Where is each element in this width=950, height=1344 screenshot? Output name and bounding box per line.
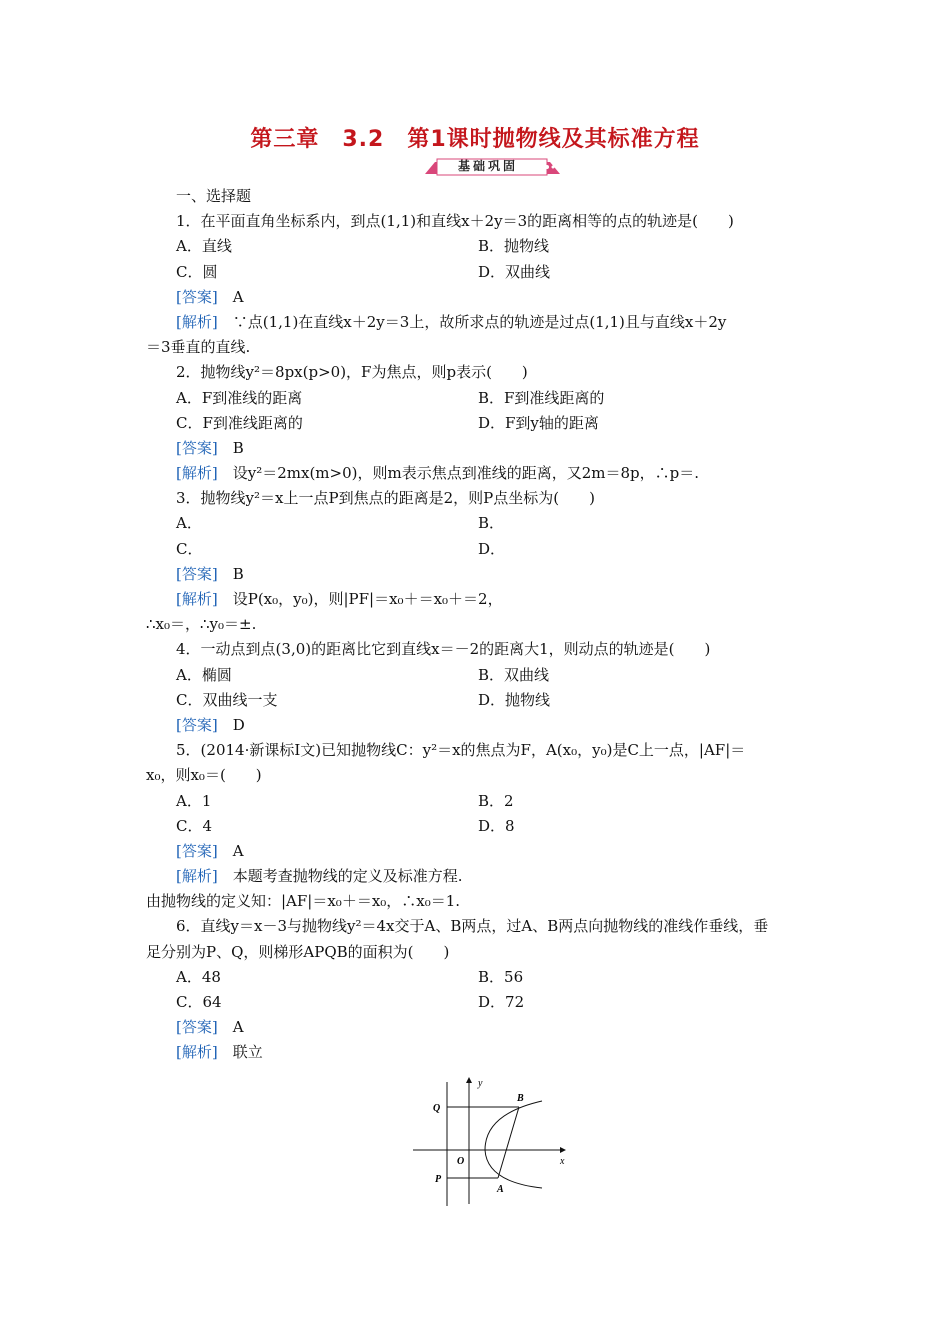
- q5-options-row2: [146, 814, 810, 839]
- q3-analysis-text: 设P(x₀，y₀)，则|PF|＝x₀＋＝x₀＋＝2，: [232, 590, 503, 608]
- q2-options-row1: [146, 386, 810, 411]
- q1-option-a: A．直线: [176, 237, 232, 256]
- q4-answer-value: D: [232, 715, 245, 734]
- q1-option-d: D．双曲线: [478, 262, 551, 281]
- q2-answer-value: B: [232, 438, 244, 457]
- q1-analysis: [146, 310, 810, 335]
- q2-stem: 2．抛物线y²＝8px(p>0)，F为焦点，则p表示( ): [176, 363, 528, 382]
- answer-tag: [答案]: [176, 438, 218, 457]
- label-b: B: [517, 1093, 524, 1104]
- question-list: [146, 184, 810, 1066]
- q4-option-d: D．抛物线: [478, 690, 551, 709]
- q5-stem: 5．(2014·新课标Ⅰ文)已知抛物线C：y²＝x的焦点为F，A(x₀，y₀)是C上一点，|AF|＝: [176, 741, 746, 760]
- analysis-tag: [解析]: [176, 590, 218, 608]
- q3-analysis: [146, 587, 810, 612]
- label-a: A: [497, 1184, 504, 1195]
- q5-stem-cont: x₀，则x₀＝( ): [146, 766, 262, 785]
- q2-option-c: C．F到准线距离的: [176, 413, 303, 432]
- q5-option-a: A．1: [176, 791, 212, 810]
- q3-stem: 3．抛物线y²＝x上一点P到焦点的距离是2，则P点坐标为( ): [176, 489, 595, 508]
- q1-options-row1: [146, 234, 810, 259]
- q5-options-row1: [146, 789, 810, 814]
- q6-analysis: [146, 1040, 810, 1065]
- q2-options-row2: [146, 411, 810, 436]
- label-o: O: [457, 1156, 465, 1167]
- q3-answer-value: B: [232, 564, 244, 583]
- q4-stem: 4．一动点到点(3,0)的距离比它到直线x＝－2的距离大1，则动点的轨迹是( ): [176, 640, 711, 659]
- q2-analysis-text: 设y²＝2mx(m>0)，则m表示焦点到准线的距离，又2m＝8p，∴p＝.: [232, 464, 699, 483]
- analysis-tag: [解析]: [176, 464, 218, 483]
- q1-analysis-cont: ＝3垂直的直线.: [146, 338, 251, 357]
- q6-stem: 6．直线y＝x－3与抛物线y²＝4x交于A、B两点，过A、B两点向抛物线的准线作垂线，垂: [176, 917, 769, 936]
- q4-options-row2: [146, 688, 810, 713]
- parabola-figure: [405, 1074, 575, 1209]
- q5-analysis: [146, 864, 810, 889]
- q6-option-b: B．56: [478, 967, 524, 986]
- q6-stem-cont: 足分别为P、Q，则梯形APQB的面积为( ): [146, 942, 450, 961]
- answer-tag: [答案]: [176, 1018, 218, 1037]
- q2-option-b: B．F到准线距离的: [478, 388, 605, 407]
- q5-answer-value: A: [232, 841, 244, 860]
- q5-answer: [146, 839, 810, 864]
- q3-option-b: B．: [478, 514, 505, 533]
- q4-option-b: B．双曲线: [478, 665, 550, 684]
- analysis-tag: [解析]: [176, 312, 218, 331]
- q6-option-c: C．64: [176, 993, 222, 1011]
- q4-answer: [146, 713, 810, 738]
- q3-option-a: A．: [176, 514, 202, 533]
- page-title: 第三章 3.2 第1课时抛物线及其标准方程: [250, 127, 700, 152]
- q6-answer-value: A: [232, 1018, 244, 1037]
- q3-options-row1: [146, 511, 810, 536]
- label-q: Q: [433, 1103, 441, 1114]
- label-p: P: [435, 1174, 442, 1185]
- section-heading: 一、选择题: [176, 187, 252, 205]
- q1-option-c: C．圆: [176, 262, 218, 281]
- q1-answer: [146, 285, 810, 310]
- parabola-curve: [485, 1101, 542, 1188]
- q5-analysis-text: 本题考查抛物线的定义及标准方程.: [232, 867, 463, 886]
- q3-option-d: D．: [478, 539, 506, 558]
- q6-option-a: A．48: [176, 967, 221, 986]
- q6-analysis-text: 联立: [232, 1043, 263, 1062]
- q2-option-a: A．F到准线的距离: [176, 388, 303, 407]
- q4-options-row1: [146, 663, 810, 688]
- q3-options-row2: [146, 537, 810, 562]
- q1-option-b: B．抛物线: [478, 237, 550, 256]
- q5-analysis-cont: 由抛物线的定义知：|AF|＝x₀＋＝x₀，∴x₀＝1.: [146, 892, 461, 911]
- q3-analysis-cont: ∴x₀＝，∴y₀＝±.: [146, 615, 257, 634]
- q6-answer: [146, 1015, 810, 1040]
- q5-option-c: C．4: [176, 816, 213, 835]
- q1-options-row2: [146, 260, 810, 285]
- q1-analysis-text: ∵点(1,1)在直线x＋2y＝3上，故所求点的轨迹是过点(1,1)且与直线x＋2y: [232, 312, 727, 331]
- q6-options-row2: [146, 990, 810, 1015]
- q5-option-d: D．8: [478, 816, 515, 835]
- q1-stem: 1．在平面直角坐标系内，到点(1,1)和直线x＋2y＝3的距离相等的点的轨迹是( ): [176, 212, 734, 231]
- banner-label: 基础巩固: [457, 159, 518, 173]
- q2-option-d: D．F到y轴的距离: [478, 413, 599, 432]
- label-x: x: [560, 1156, 565, 1167]
- answer-tag: [答案]: [176, 564, 218, 583]
- analysis-tag: [解析]: [176, 1043, 218, 1062]
- q5-option-b: B．2: [478, 791, 514, 810]
- answer-tag: [答案]: [176, 287, 218, 306]
- label-y: y: [478, 1078, 483, 1089]
- answer-tag: [答案]: [176, 715, 218, 734]
- q6-option-d: D．72: [478, 993, 525, 1011]
- q4-option-c: C．双曲线一支: [176, 690, 278, 709]
- q1-answer-value: A: [232, 287, 244, 306]
- q6-options-row1: [146, 965, 810, 990]
- analysis-tag: [解析]: [176, 867, 218, 886]
- q4-option-a: A．椭圆: [176, 665, 232, 684]
- q3-answer: [146, 562, 810, 587]
- q3-option-c: C．: [176, 539, 203, 558]
- q2-analysis: [146, 461, 810, 486]
- answer-tag: [答案]: [176, 841, 218, 860]
- q2-answer: [146, 436, 810, 461]
